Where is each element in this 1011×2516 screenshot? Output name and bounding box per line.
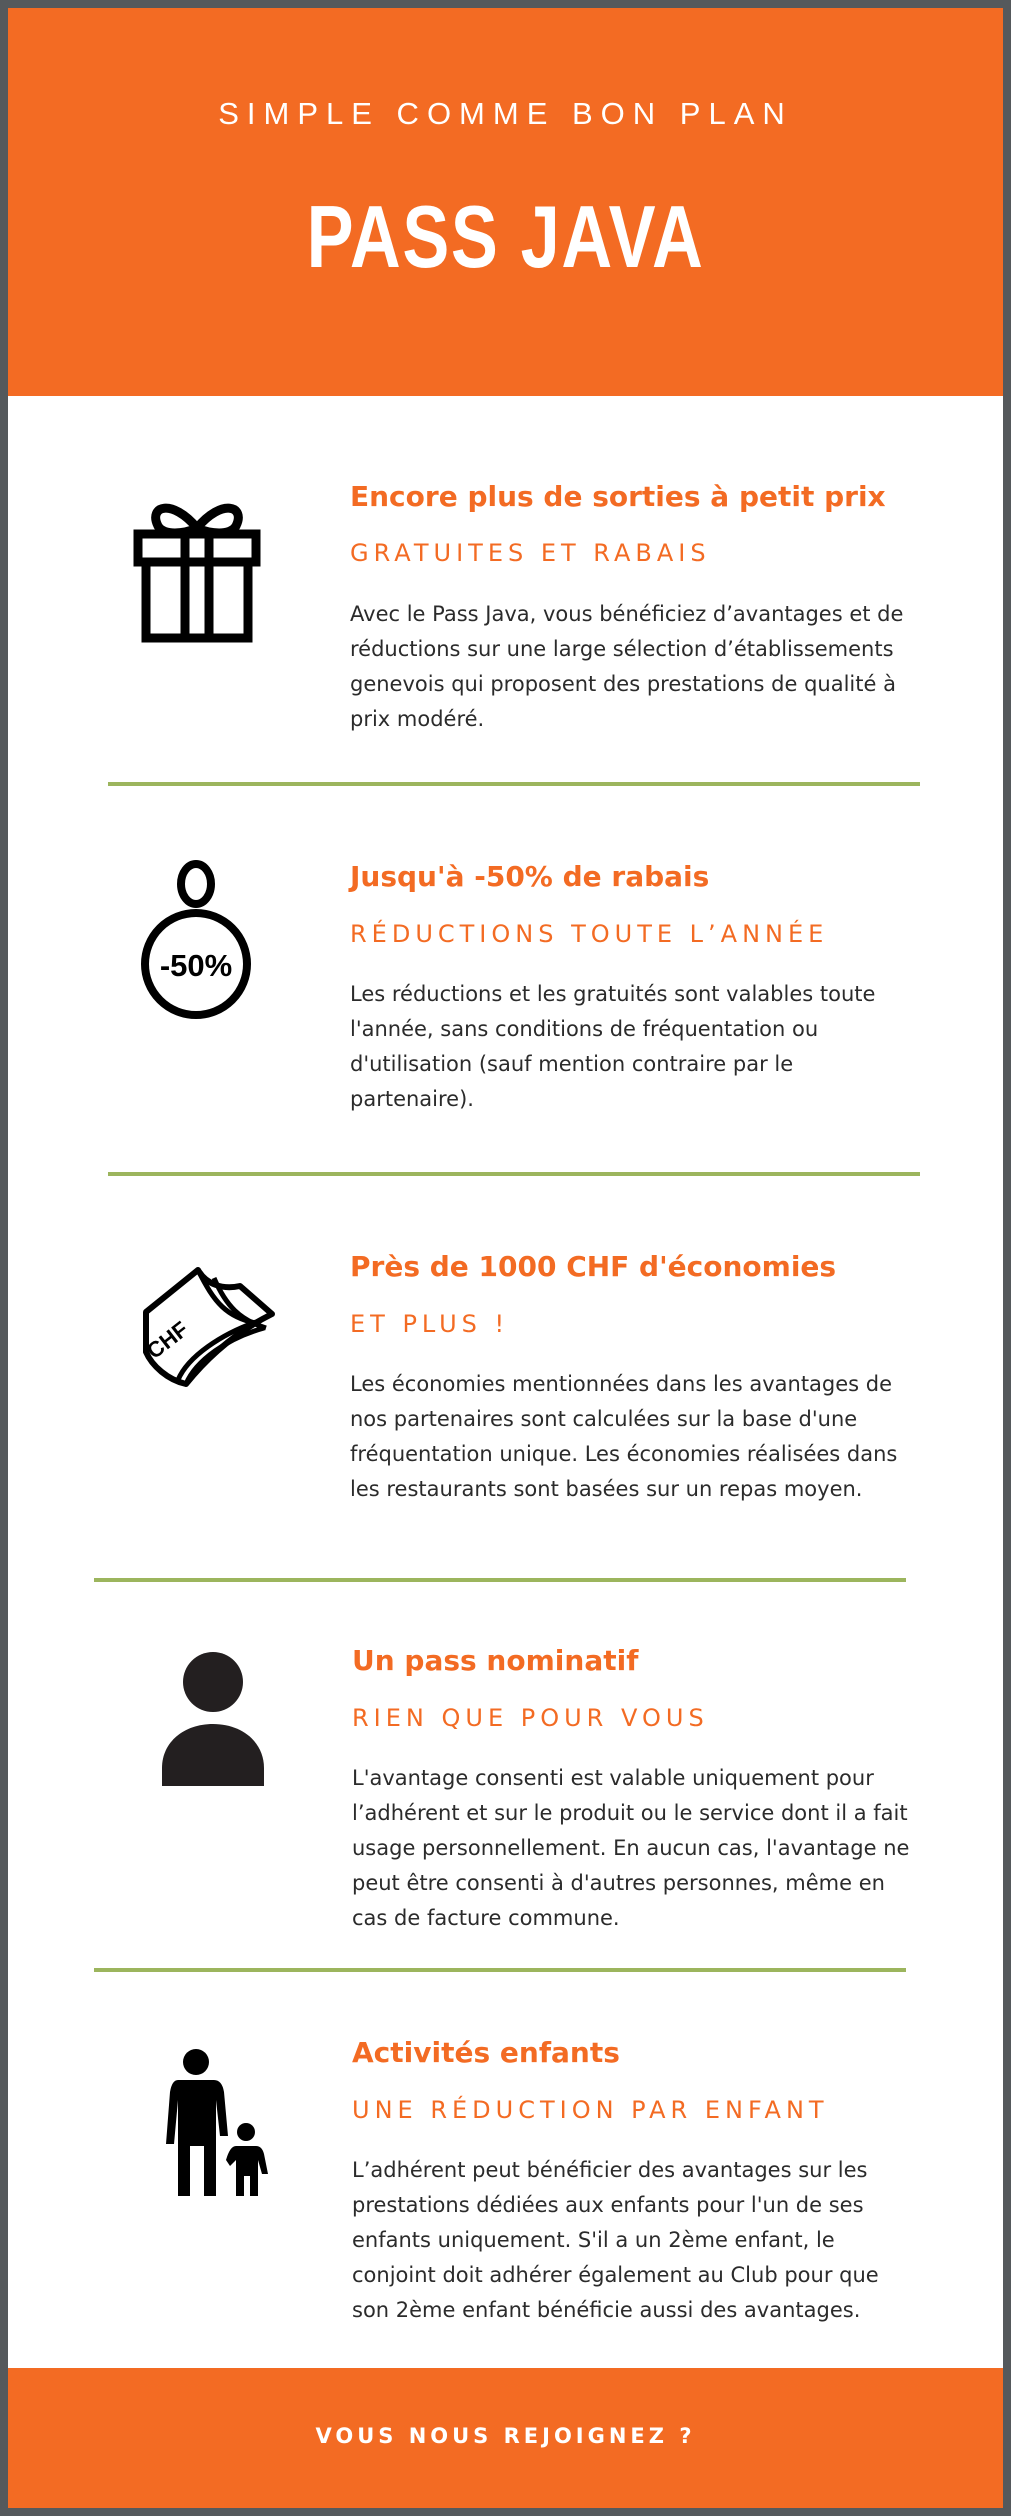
section-body: Les réductions et les gratuités sont valables toute l'année, sans conditions de fréquentation ou d'utilisation (sauf mention contraire par le partenaire).	[350, 982, 876, 1111]
gift-icon	[132, 496, 262, 644]
infographic-page	[8, 8, 1003, 2508]
parent-child-icon	[164, 2048, 272, 2198]
banknote-label: CHF	[141, 1316, 193, 1364]
section-title: Un pass nominatif	[352, 1644, 639, 1677]
section-body: Avec le Pass Java, vous bénéficiez d’avantages et de réductions sur une large sélection d’établissements genevois qui proposent des prestations de qualité à prix modéré.	[350, 602, 904, 731]
join-cta[interactable]: VOUS NOUS REJOIGNEZ ?	[315, 2424, 696, 2448]
section-subtitle: UNE RÉDUCTION PAR ENFANT	[352, 2096, 829, 2124]
section-economies	[8, 1176, 1003, 1576]
section-title: Activités enfants	[352, 2036, 620, 2069]
header-tagline: SIMPLE COMME BON PLAN	[218, 96, 793, 131]
section-subtitle: RIEN QUE POUR VOUS	[352, 1704, 709, 1732]
section-title: Près de 1000 CHF d'économies	[350, 1250, 837, 1283]
section-subtitle: GRATUITES ET RABAIS	[350, 539, 711, 567]
page-title: PASS JAVA	[306, 187, 705, 286]
section-body: L'avantage consenti est valable uniquement pour l’adhérent et sur le produit ou le service dont il a fait usage personnellement. En aucun cas, l'avantage ne peut être consenti à d'autres personnes, même en cas de facture commune.	[352, 1766, 910, 1930]
section-nominatif	[8, 1582, 1003, 1978]
discount-tag-label: -50%	[159, 948, 233, 983]
header-banner	[8, 8, 1003, 396]
discount-tag-icon	[136, 860, 256, 1020]
section-sorties	[8, 396, 1003, 796]
person-icon	[160, 1652, 266, 1786]
section-body: Les économies mentionnées dans les avantages de nos partenaires sont calculées sur la base d'une fréquentation unique. Les économies réalisées dans les restaurants sont basées sur un repas moyen.	[350, 1372, 898, 1501]
footer-banner	[8, 2368, 1003, 2508]
section-title: Encore plus de sorties à petit prix	[350, 480, 886, 513]
section-subtitle: ET PLUS !	[350, 1310, 510, 1338]
section-enfants	[8, 1972, 1003, 2368]
section-title: Jusqu'à -50% de rabais	[350, 860, 710, 893]
banknotes-icon	[136, 1256, 278, 1398]
section-rabais	[8, 786, 1003, 1186]
section-subtitle: RÉDUCTIONS TOUTE L’ANNÉE	[350, 920, 829, 948]
section-body: L’adhérent peut bénéficier des avantages sur les prestations dédiées aux enfants pour l'un de ses enfants uniquement. S'il a un 2ème enfant, le conjoint doit adhérer également au Club pour que son 2ème enfant bénéficie aussi des avantages.	[352, 2158, 879, 2322]
